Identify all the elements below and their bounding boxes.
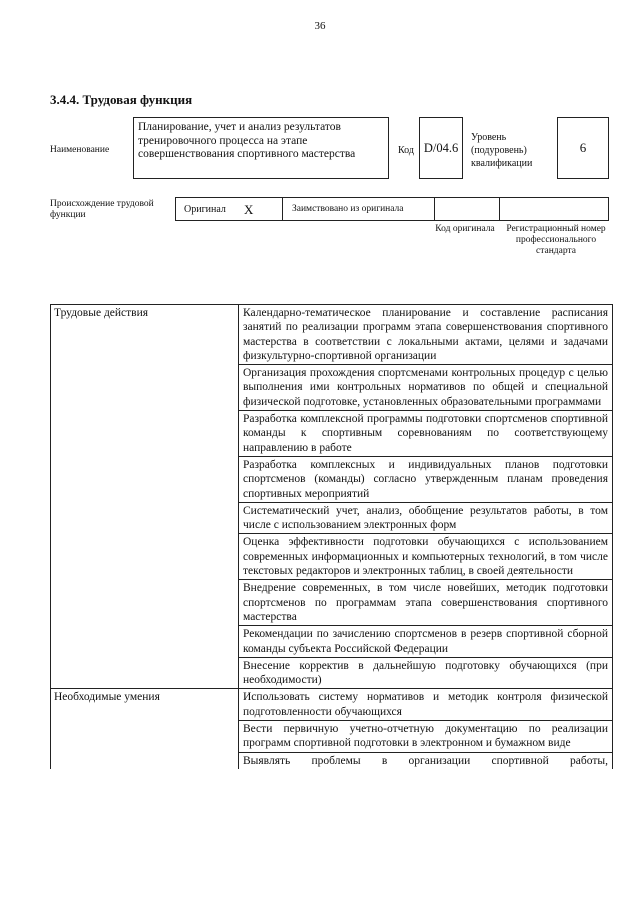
origin-divider [282,198,283,220]
qualification-level-label: Уровень (подуровень) квалификации [471,132,533,169]
origin-divider-2 [434,198,435,220]
qualification-level-box [557,117,609,179]
section-name-required-skills: Необходимые умения [51,689,239,769]
section-name-labor-actions: Трудовые действия [51,305,239,689]
name-label: Наименование [50,145,110,155]
origin-label: Происхождение трудовой функции [50,199,154,220]
list-item: Внедрение современных, в том числе новейших, методик подготовки спортсменов по программам этапа совершенствования спортивного мастерства [239,580,613,626]
list-item: Использовать систему нормативов и методик контроля физической подготовленности обучающихся [239,689,613,721]
function-details-table [50,304,613,769]
list-item: Разработка комплексных и индивидуальных планов подготовки спортсменов (команды) согласно утвержденным планам проведения спортивных мероприятий [239,456,613,502]
function-name-value: Планирование, учет и анализ результатов тренировочного процесса на этапе совершенствования спортивного мастерства [138,121,356,160]
code-box [419,117,463,179]
qualification-level-value: 6 [579,140,587,155]
page-number: 36 [314,20,326,32]
original-label: Оригинал [184,204,226,215]
list-item: Вести первичную учетно-отчетную документацию по реализации программ спортивной подготовки в электронном и бумажном виде [239,721,613,753]
code-original-label: Код оригинала [435,224,495,234]
original-mark: X [244,202,254,217]
list-item: Календарно-тематическое планирование и составление расписания занятий по реализации программ этапа совершенствования спортивного мастерства в соответствии с локальными актами, целями и задачами физкультурно-спортивной организации [239,305,613,365]
table-row [51,689,613,721]
code-value: D/04.6 [423,140,459,155]
section-title: 3.4.4. Трудовая функция [50,92,193,107]
origin-divider-3 [499,198,500,220]
borrowed-label: Заимствовано из оригинала [292,204,404,214]
list-item: Систематический учет, анализ, обобщение результатов работы, в том числе с использованием электронных форм [239,502,613,534]
list-item: Выявлять проблемы в организации спортивной работы, [239,752,613,769]
function-name-box [133,117,389,179]
registration-number-label: Регистрационный номер профессионального стандарта [506,224,606,256]
code-label: Код [398,145,414,156]
list-item: Оценка эффективности подготовки обучающихся с использованием современных информационных и компьютерных технологий, в том числе текстовых редакторов и электронных таблиц, в своей деятельности [239,534,613,580]
list-item: Организация прохождения спортсменами контрольных процедур с целью выполнения ими контрольных нормативов по общей и специальной физической подготовке, установленных образовательными программами [239,365,613,411]
origin-row [175,197,609,221]
list-item: Внесение корректив в дальнейшую подготовку обучающихся (при необходимости) [239,657,613,689]
list-item: Рекомендации по зачислению спортсменов в резерв спортивной сборной команды субъекта Российской Федерации [239,626,613,658]
table-row [51,305,613,365]
list-item: Разработка комплексной программы подготовки спортсменов спортивной команды к спортивным соревнованиям по соответствующему направлению в работе [239,411,613,457]
